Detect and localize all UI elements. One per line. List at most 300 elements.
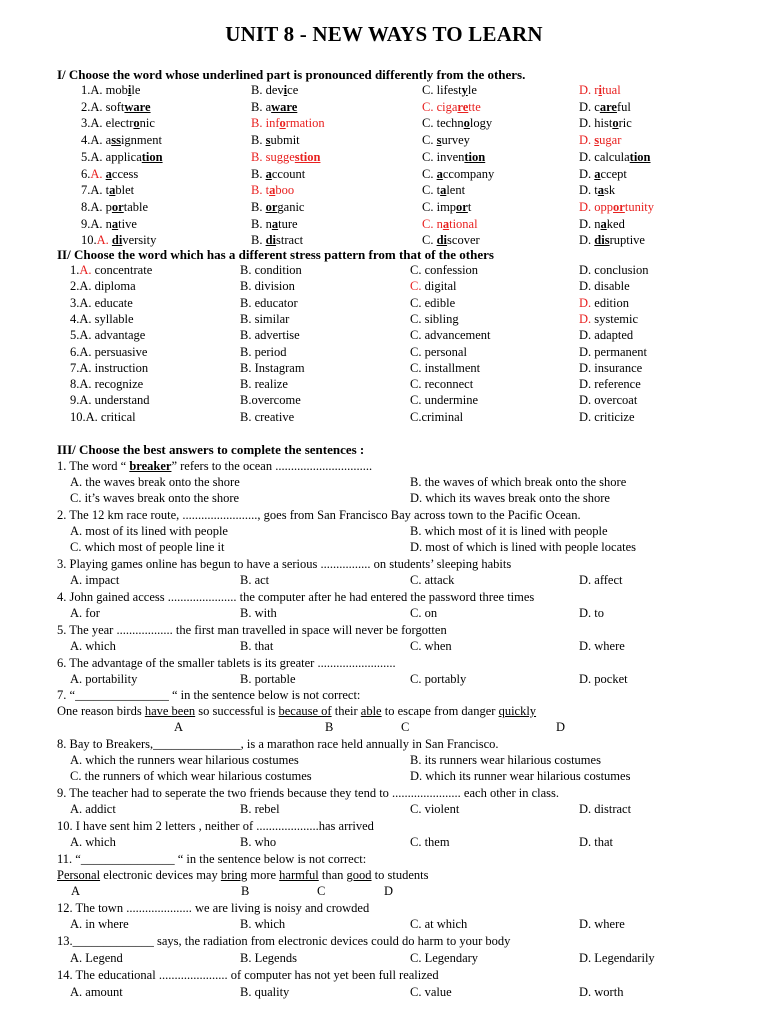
underlined-part: stion bbox=[294, 149, 321, 164]
underlined-part: a bbox=[594, 166, 601, 181]
option-letter: B. bbox=[240, 328, 252, 343]
part2-option[interactable] bbox=[579, 377, 641, 392]
option-word: conclusion bbox=[591, 263, 649, 277]
option-word: condition bbox=[251, 263, 302, 277]
q11-mark-c: C bbox=[317, 884, 326, 898]
part1-item bbox=[0, 183, 768, 200]
part2-item bbox=[0, 328, 768, 345]
option-word: techn bbox=[433, 116, 464, 131]
q11-mark-d: D bbox=[384, 884, 394, 898]
part2-option[interactable] bbox=[410, 361, 480, 376]
part2-option[interactable] bbox=[70, 410, 136, 425]
option-word-tail: le bbox=[467, 83, 477, 97]
part1-option[interactable] bbox=[251, 100, 297, 115]
part2-option[interactable] bbox=[240, 279, 295, 294]
q1-option-b[interactable]: B. the waves of which break onto the shore bbox=[410, 475, 627, 489]
part1-option[interactable] bbox=[251, 133, 300, 148]
underlined-part: o bbox=[463, 116, 470, 131]
option-word: installment bbox=[421, 360, 481, 375]
part2-option[interactable] bbox=[410, 328, 491, 343]
underlined-part: a bbox=[265, 166, 272, 181]
option-number: 10. bbox=[70, 409, 86, 424]
part1-item bbox=[0, 116, 768, 133]
underlined-part: ware bbox=[271, 99, 298, 114]
option-word: n bbox=[591, 216, 601, 231]
option-letter: B. bbox=[240, 311, 252, 326]
option-letter: D. bbox=[579, 311, 592, 326]
underlined-part: dis bbox=[594, 233, 610, 248]
option-letter: D. bbox=[579, 233, 592, 248]
q13-option-d[interactable]: D. Legendarily bbox=[579, 951, 655, 965]
part2-option[interactable] bbox=[240, 312, 289, 327]
part1-option[interactable] bbox=[422, 150, 485, 165]
q12-options bbox=[0, 917, 768, 934]
option-letter: C. bbox=[410, 311, 422, 326]
underlined-part: a bbox=[105, 166, 112, 181]
part2-option[interactable] bbox=[240, 393, 301, 408]
question-11-sentence: Personal electronic devices may bring more harmful than good to students bbox=[57, 868, 429, 882]
q1-option-a[interactable]: A. the waves break onto the shore bbox=[70, 475, 240, 489]
part2-item bbox=[0, 377, 768, 394]
underlined-part: ss bbox=[111, 133, 121, 148]
page-title: UNIT 8 - NEW WAYS TO LEARN bbox=[225, 22, 543, 46]
part1-option[interactable] bbox=[579, 183, 615, 198]
option-word: confession bbox=[421, 263, 479, 277]
underlined-part: or bbox=[111, 199, 124, 214]
part2-option[interactable] bbox=[70, 279, 136, 294]
option-word: reconnect bbox=[421, 377, 474, 392]
q12-option-c[interactable]: C. at which bbox=[410, 917, 468, 931]
underlined-part: a bbox=[436, 166, 443, 181]
option-word: instruction bbox=[91, 360, 149, 375]
q3-option-d[interactable]: D. affect bbox=[579, 573, 623, 587]
option-word-tail: ture bbox=[278, 216, 298, 231]
option-word-tail: rmation bbox=[285, 116, 325, 131]
option-word-tail: tive bbox=[118, 216, 137, 231]
option-letter: B. bbox=[251, 83, 263, 97]
underlined-part: a bbox=[600, 216, 607, 231]
part1-option[interactable] bbox=[422, 200, 471, 215]
q3-option-c[interactable]: C. attack bbox=[410, 573, 455, 587]
option-letter: C. bbox=[422, 183, 434, 198]
q10-option-b[interactable]: B. who bbox=[240, 835, 277, 849]
underlined-part: are bbox=[599, 99, 617, 114]
part1-option[interactable] bbox=[422, 167, 494, 182]
underlined-part: s bbox=[594, 133, 600, 148]
q2-option-b[interactable]: B. which most of it is lined with people bbox=[410, 524, 608, 538]
option-word: applica bbox=[102, 149, 142, 164]
option-word: systemic bbox=[591, 311, 639, 326]
option-word: advantage bbox=[91, 328, 146, 343]
part2-option[interactable] bbox=[240, 263, 302, 278]
q5-option-d[interactable]: D. where bbox=[579, 639, 625, 653]
option-word: overcome bbox=[251, 393, 301, 408]
part1-option[interactable] bbox=[81, 200, 148, 215]
option-word-tail: ccess bbox=[111, 166, 139, 181]
q4-option-c[interactable]: C. on bbox=[410, 606, 438, 620]
underlined-part: di bbox=[265, 233, 277, 248]
part1-option[interactable] bbox=[579, 167, 627, 182]
question-4: 4. John gained access ...................... the computer after he had entered the password three times bbox=[57, 590, 535, 604]
q9-options bbox=[0, 802, 768, 819]
option-word: n bbox=[262, 216, 272, 231]
option-word: adapted bbox=[591, 328, 634, 343]
part1-option[interactable] bbox=[81, 217, 137, 232]
part1-option[interactable] bbox=[251, 83, 298, 98]
option-letter: C. bbox=[410, 360, 422, 375]
part2-option[interactable] bbox=[410, 279, 457, 294]
part1-option[interactable] bbox=[579, 200, 654, 215]
option-word-tail: ubmit bbox=[270, 133, 300, 148]
part1-option[interactable] bbox=[579, 150, 651, 165]
underlined-part: tion bbox=[629, 149, 651, 164]
part2-option[interactable] bbox=[579, 345, 647, 360]
part2-option[interactable] bbox=[70, 361, 148, 376]
part1-option[interactable] bbox=[422, 183, 465, 198]
underlined-part: a bbox=[442, 216, 450, 231]
option-letter: D. bbox=[579, 199, 592, 214]
part2-option[interactable] bbox=[240, 361, 305, 376]
part2-option[interactable] bbox=[410, 263, 478, 278]
option-word: c bbox=[591, 99, 600, 114]
q9-option-c[interactable]: C. violent bbox=[410, 802, 460, 816]
option-letter: C. bbox=[422, 216, 434, 231]
question-13: 13._____________ says, the radiation from electronic devices could do harm to your body bbox=[57, 934, 511, 948]
option-word-tail: t bbox=[467, 199, 472, 214]
option-word: r bbox=[591, 83, 599, 97]
option-letter: D. bbox=[579, 409, 592, 424]
q12-option-b[interactable]: B. which bbox=[240, 917, 286, 931]
part1-item bbox=[0, 217, 768, 234]
question-10: 10. I have sent him 2 letters , neither of ....................has arrived bbox=[57, 819, 374, 833]
q6-option-d[interactable]: D. pocket bbox=[579, 672, 628, 686]
option-word-tail: boo bbox=[275, 183, 295, 198]
q9-option-b[interactable]: B. rebel bbox=[240, 802, 280, 816]
q13-option-c[interactable]: C. Legendary bbox=[410, 951, 479, 965]
part1-option[interactable] bbox=[81, 133, 162, 148]
part2-option[interactable] bbox=[410, 345, 467, 360]
q8-options-row-2 bbox=[0, 769, 768, 786]
option-word-tail: sk bbox=[604, 183, 616, 198]
option-letter: C. bbox=[410, 279, 422, 294]
question-11: 11. “_______________ “ in the sentence below is not correct: bbox=[57, 852, 367, 866]
option-letter: D. bbox=[579, 166, 592, 181]
option-word: t bbox=[433, 183, 441, 198]
option-letter: C. bbox=[422, 83, 434, 97]
part1-option[interactable] bbox=[81, 167, 138, 182]
part1-option[interactable] bbox=[422, 116, 492, 131]
part2-option[interactable] bbox=[579, 328, 633, 343]
part1-option[interactable] bbox=[422, 83, 477, 98]
part1-option[interactable] bbox=[422, 133, 470, 148]
q2-option-d[interactable]: D. most of which is lined with people locates bbox=[410, 540, 637, 554]
option-word: syllable bbox=[91, 311, 134, 326]
part2-option[interactable] bbox=[240, 328, 300, 343]
part2-option[interactable] bbox=[579, 410, 635, 425]
option-number: 1. bbox=[70, 263, 80, 277]
q13-option-a[interactable]: A. Legend bbox=[70, 951, 123, 965]
part2-option[interactable] bbox=[410, 377, 473, 392]
option-letter: B. bbox=[240, 409, 252, 424]
question-7: 7. “_______________ “ in the sentence below is not correct: bbox=[57, 688, 361, 702]
q8-option-d[interactable]: D. which its runner wear hilarious costumes bbox=[410, 769, 631, 783]
option-letter: D. bbox=[579, 328, 592, 343]
option-letter: B. bbox=[251, 216, 263, 231]
option-number: 3. bbox=[70, 295, 80, 310]
option-letter: A. bbox=[79, 344, 92, 359]
option-word: n bbox=[433, 216, 443, 231]
q3-option-a[interactable]: A. impact bbox=[70, 573, 120, 587]
q10-option-c[interactable]: C. them bbox=[410, 835, 450, 849]
q2-option-a[interactable]: A. most of its lined with people bbox=[70, 524, 228, 538]
option-number: 7. bbox=[70, 360, 80, 375]
q13-option-b[interactable]: B. Legends bbox=[240, 951, 297, 965]
part1-option[interactable] bbox=[81, 100, 151, 115]
part1-item bbox=[0, 167, 768, 184]
section-3-heading: III/ Choose the best answers to complete the sentences : bbox=[57, 442, 365, 457]
option-letter: A. bbox=[90, 133, 103, 148]
option-word: concentrate bbox=[91, 263, 153, 277]
option-word-tail: scover bbox=[447, 233, 480, 248]
q5-option-b[interactable]: B. that bbox=[240, 639, 274, 653]
option-word-tail: versity bbox=[122, 233, 157, 248]
option-letter: C. bbox=[410, 377, 422, 392]
option-letter: A. bbox=[90, 99, 103, 114]
underlined-part: di bbox=[436, 233, 448, 248]
part2-option[interactable] bbox=[70, 345, 147, 360]
option-number: 2. bbox=[81, 99, 91, 114]
q8-option-a[interactable]: A. which the runners wear hilarious costumes bbox=[70, 753, 299, 767]
underlined-part: o bbox=[612, 116, 619, 131]
q10-option-d[interactable]: D. that bbox=[579, 835, 614, 849]
question-9: 9. The teacher had to seperate the two friends because they tend to ...................... each other in class. bbox=[57, 786, 560, 800]
q8-option-b[interactable]: B. its runners wear hilarious costumes bbox=[410, 753, 601, 767]
option-letter: B. bbox=[251, 183, 263, 198]
q2-options-row-1 bbox=[0, 524, 768, 541]
option-letter: D. bbox=[579, 149, 592, 164]
part1-option[interactable] bbox=[251, 167, 305, 182]
part1-option[interactable] bbox=[251, 150, 320, 165]
option-word: dev bbox=[262, 83, 284, 97]
part1-option[interactable] bbox=[251, 200, 304, 215]
q9-option-a[interactable]: A. addict bbox=[70, 802, 116, 816]
option-letter: D. bbox=[579, 360, 592, 375]
option-word-tail: ful bbox=[616, 99, 631, 114]
q4-option-d[interactable]: D. to bbox=[579, 606, 604, 620]
q4-option-a[interactable]: A. for bbox=[70, 606, 100, 620]
part2-option[interactable] bbox=[579, 361, 642, 376]
option-word: Instagram bbox=[251, 360, 305, 375]
q10-option-a[interactable]: A. which bbox=[70, 835, 116, 849]
option-word: criminal bbox=[421, 409, 464, 424]
part2-option[interactable] bbox=[240, 410, 294, 425]
underlined-part: tion bbox=[141, 149, 163, 164]
option-letter: A. bbox=[90, 83, 103, 97]
option-letter: C. bbox=[410, 263, 422, 277]
part2-option[interactable] bbox=[410, 296, 455, 311]
option-word: sugge bbox=[262, 149, 295, 164]
q1-option-c[interactable]: C. it’s waves break onto the shore bbox=[70, 491, 240, 505]
option-letter: C. bbox=[422, 199, 434, 214]
part1-option[interactable] bbox=[579, 233, 645, 248]
option-word: critical bbox=[97, 409, 136, 424]
option-word: criticize bbox=[591, 409, 635, 424]
option-letter: C. bbox=[422, 233, 434, 248]
option-word: recognize bbox=[91, 377, 144, 392]
option-letter: D. bbox=[579, 344, 592, 359]
option-letter: B. bbox=[251, 99, 263, 114]
option-word: insurance bbox=[591, 360, 643, 375]
part1-option[interactable] bbox=[579, 83, 621, 98]
option-word-tail: le bbox=[131, 83, 141, 97]
option-letter: A. bbox=[90, 149, 103, 164]
question-1: 1. The word “ breaker” refers to the ocean ............................... bbox=[57, 459, 373, 473]
option-word-tail: nic bbox=[139, 116, 155, 131]
q8-option-c[interactable]: C. the runners of which wear hilarious costumes bbox=[70, 769, 312, 783]
option-word-tail: blet bbox=[115, 183, 135, 198]
part1-option[interactable] bbox=[81, 83, 140, 98]
part2-option[interactable] bbox=[579, 263, 648, 278]
part2-option[interactable] bbox=[70, 312, 134, 327]
option-word: reference bbox=[591, 377, 641, 392]
option-letter: D. bbox=[579, 116, 592, 131]
part1-option[interactable] bbox=[251, 217, 298, 232]
option-letter: A. bbox=[90, 166, 103, 181]
q3-option-b[interactable]: B. act bbox=[240, 573, 270, 587]
option-letter: A. bbox=[79, 360, 92, 375]
q14-option-a[interactable]: A. amount bbox=[70, 985, 123, 999]
part2-option[interactable] bbox=[240, 377, 288, 392]
option-letter: B. bbox=[240, 377, 252, 392]
part2-option[interactable] bbox=[240, 345, 287, 360]
option-word: advancement bbox=[421, 328, 491, 343]
option-letter: C. bbox=[410, 344, 422, 359]
underlined-part: s bbox=[436, 133, 442, 148]
q1-option-d[interactable]: D. which its waves break onto the shore bbox=[410, 491, 610, 505]
part1-option[interactable] bbox=[579, 116, 632, 131]
underlined-part: a bbox=[597, 183, 605, 198]
q6-option-c[interactable]: C. portably bbox=[410, 672, 467, 686]
q5-option-a[interactable]: A. which bbox=[70, 639, 116, 653]
option-word: sibling bbox=[421, 311, 459, 326]
part2-option[interactable] bbox=[579, 296, 629, 311]
option-word: electr bbox=[102, 116, 134, 131]
option-word: realize bbox=[251, 377, 288, 392]
q14-option-d[interactable]: D. worth bbox=[579, 985, 624, 999]
option-letter: A. bbox=[90, 116, 103, 131]
q9-option-d[interactable]: D. distract bbox=[579, 802, 632, 816]
option-word: undermine bbox=[421, 393, 479, 408]
part2-item bbox=[0, 296, 768, 313]
option-letter: D. bbox=[579, 263, 592, 277]
part1-option[interactable] bbox=[579, 217, 625, 232]
part1-option[interactable] bbox=[579, 133, 621, 148]
part1-option[interactable] bbox=[251, 116, 325, 131]
part1-option[interactable] bbox=[422, 217, 478, 232]
option-number: 5. bbox=[70, 328, 80, 343]
q12-option-a[interactable]: A. in where bbox=[70, 917, 129, 931]
q1-options-row-1 bbox=[0, 475, 768, 492]
part1-option[interactable] bbox=[81, 116, 155, 131]
part2-option[interactable] bbox=[70, 328, 145, 343]
q12-option-d[interactable]: D. where bbox=[579, 917, 625, 931]
part1-item bbox=[0, 150, 768, 167]
part1-option[interactable] bbox=[422, 100, 481, 115]
part2-item bbox=[0, 263, 768, 280]
part2-option[interactable] bbox=[410, 393, 478, 408]
part1-option[interactable] bbox=[81, 150, 163, 165]
option-number: 10. bbox=[81, 233, 97, 248]
option-number: 4. bbox=[81, 133, 91, 148]
q2-option-c[interactable]: C. which most of people line it bbox=[70, 540, 225, 554]
q6-option-b[interactable]: B. portable bbox=[240, 672, 296, 686]
option-letter: B. bbox=[251, 199, 263, 214]
q3-options bbox=[0, 573, 768, 590]
option-word-tail: ugar bbox=[599, 133, 622, 148]
part2-option[interactable] bbox=[70, 393, 150, 408]
option-letter: D. bbox=[579, 216, 592, 231]
option-word-tail: ruptive bbox=[609, 233, 645, 248]
option-word-tail: ce bbox=[287, 83, 299, 97]
question-7-sentence: One reason birds have been so successful is because of their able to escape from danger quickly bbox=[57, 704, 537, 718]
part2-option[interactable] bbox=[240, 296, 298, 311]
q14-option-c[interactable]: C. value bbox=[410, 985, 452, 999]
q5-option-c[interactable]: C. when bbox=[410, 639, 452, 653]
part2-option[interactable] bbox=[410, 410, 463, 425]
part2-option[interactable] bbox=[410, 312, 459, 327]
part2-option[interactable] bbox=[579, 312, 638, 327]
option-word-tail: ignment bbox=[120, 133, 162, 148]
section-2-heading: II/ Choose the word which has a different stress pattern from that of the others bbox=[57, 247, 494, 262]
part2-item bbox=[0, 312, 768, 329]
option-letter: A. bbox=[79, 295, 92, 310]
q6-option-a[interactable]: A. portability bbox=[70, 672, 138, 686]
underlined-part: o bbox=[279, 116, 286, 131]
part2-option[interactable] bbox=[579, 279, 630, 294]
option-word-tail: tte bbox=[468, 99, 481, 114]
part1-option[interactable] bbox=[579, 100, 631, 115]
option-word-tail: table bbox=[123, 199, 149, 214]
underlined-part: or bbox=[613, 199, 625, 214]
option-word-tail: logy bbox=[469, 116, 493, 131]
option-number: 8. bbox=[81, 199, 91, 214]
option-letter: A. bbox=[90, 199, 103, 214]
underlined-part: or bbox=[456, 199, 468, 214]
q4-options bbox=[0, 606, 768, 623]
part1-item bbox=[0, 83, 768, 100]
question-14: 14. The educational ...................... of computer has not yet been full realized bbox=[57, 968, 439, 982]
underlined-part: a bbox=[440, 183, 447, 198]
option-number: 6. bbox=[81, 166, 91, 181]
part1-option[interactable] bbox=[81, 183, 134, 198]
part2-option[interactable] bbox=[579, 393, 637, 408]
q11-mark-a: A bbox=[71, 884, 81, 898]
underlined-part: re bbox=[457, 99, 469, 114]
part2-option[interactable] bbox=[70, 263, 152, 278]
part1-option[interactable] bbox=[251, 183, 294, 198]
underlined-part: a bbox=[269, 183, 276, 198]
option-word: disable bbox=[591, 279, 630, 294]
part2-option[interactable] bbox=[70, 296, 133, 311]
q14-options bbox=[0, 985, 768, 1002]
part2-option[interactable] bbox=[70, 377, 143, 392]
q4-option-b[interactable]: B. with bbox=[240, 606, 277, 620]
option-letter: C. bbox=[410, 409, 422, 424]
option-number: 3. bbox=[81, 116, 91, 131]
option-letter: B. bbox=[251, 133, 263, 148]
q14-option-b[interactable]: B. quality bbox=[240, 985, 290, 999]
option-letter: A. bbox=[79, 393, 92, 408]
